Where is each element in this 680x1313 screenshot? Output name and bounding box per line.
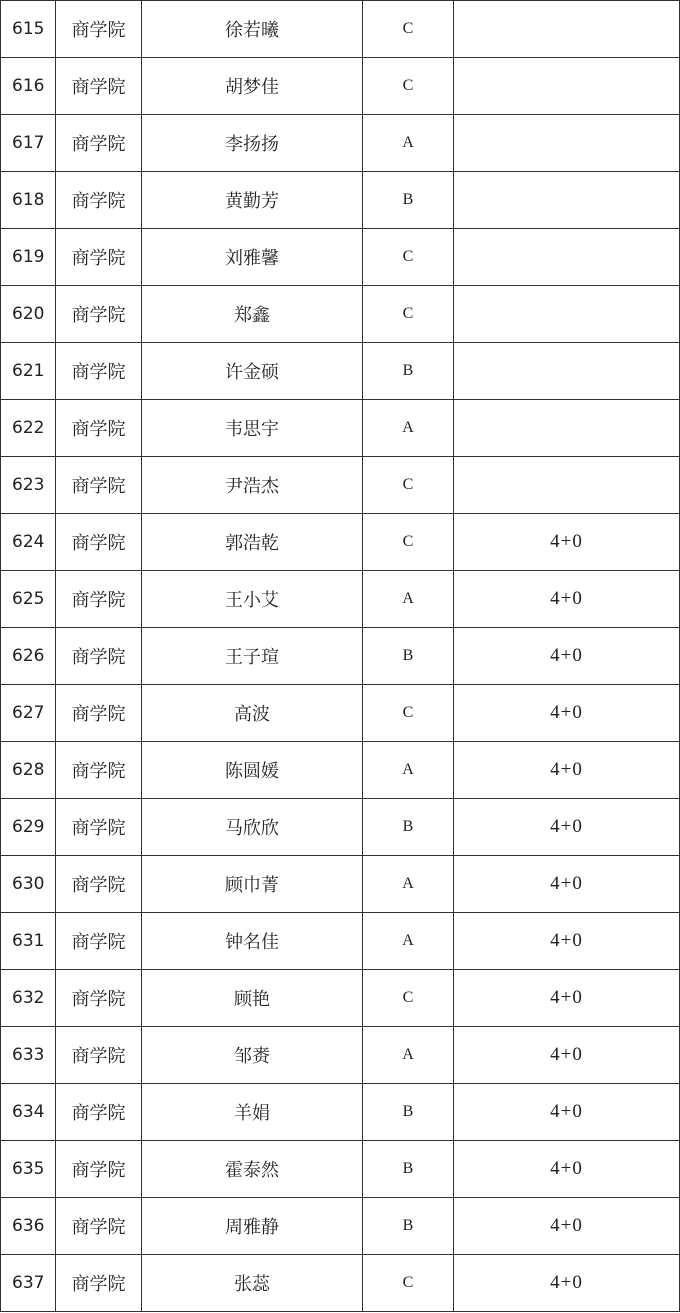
score-cell: 4+0	[454, 913, 680, 970]
score-cell	[454, 229, 680, 286]
table-row	[1, 58, 680, 115]
table-row	[1, 856, 680, 913]
table-row	[1, 514, 680, 571]
college-cell: 商学院	[56, 1198, 142, 1255]
score-cell	[454, 1, 680, 58]
score-cell: 4+0	[454, 970, 680, 1027]
table-row	[1, 457, 680, 514]
college-cell: 商学院	[56, 286, 142, 343]
score-cell: 4+0	[454, 1084, 680, 1141]
grade-cell: A	[363, 742, 454, 799]
table-body	[1, 1, 680, 1312]
row-number: 637	[1, 1255, 56, 1312]
row-number: 625	[1, 571, 56, 628]
table-row	[1, 1, 680, 58]
college-cell: 商学院	[56, 400, 142, 457]
grade-cell: C	[363, 58, 454, 115]
college-cell: 商学院	[56, 856, 142, 913]
grade-cell: A	[363, 856, 454, 913]
student-name-cell: 钟名佳	[142, 913, 363, 970]
college-cell: 商学院	[56, 742, 142, 799]
score-cell	[454, 400, 680, 457]
row-number: 615	[1, 1, 56, 58]
score-cell	[454, 115, 680, 172]
table-row	[1, 1027, 680, 1084]
grade-cell: C	[363, 286, 454, 343]
student-name-cell: 徐若曦	[142, 1, 363, 58]
table-row	[1, 799, 680, 856]
table-row	[1, 628, 680, 685]
college-cell: 商学院	[56, 343, 142, 400]
table-row	[1, 229, 680, 286]
grade-cell: B	[363, 1198, 454, 1255]
student-name-cell: 许金硕	[142, 343, 363, 400]
row-number: 621	[1, 343, 56, 400]
score-cell: 4+0	[454, 742, 680, 799]
row-number: 631	[1, 913, 56, 970]
college-cell: 商学院	[56, 970, 142, 1027]
table-row	[1, 685, 680, 742]
score-cell: 4+0	[454, 799, 680, 856]
score-cell: 4+0	[454, 1255, 680, 1312]
grade-cell: B	[363, 1141, 454, 1198]
student-name-cell: 邹赉	[142, 1027, 363, 1084]
score-cell	[454, 58, 680, 115]
grade-cell: A	[363, 913, 454, 970]
row-number: 632	[1, 970, 56, 1027]
college-cell: 商学院	[56, 628, 142, 685]
college-cell: 商学院	[56, 1, 142, 58]
score-cell	[454, 286, 680, 343]
grade-cell: B	[363, 172, 454, 229]
college-cell: 商学院	[56, 685, 142, 742]
score-cell: 4+0	[454, 628, 680, 685]
student-name-cell: 刘雅馨	[142, 229, 363, 286]
row-number: 634	[1, 1084, 56, 1141]
grade-cell: B	[363, 343, 454, 400]
grade-cell: A	[363, 400, 454, 457]
table-row	[1, 970, 680, 1027]
table-row	[1, 1198, 680, 1255]
college-cell: 商学院	[56, 1027, 142, 1084]
college-cell: 商学院	[56, 58, 142, 115]
table-row	[1, 1141, 680, 1198]
grade-cell: A	[363, 115, 454, 172]
score-cell	[454, 457, 680, 514]
row-number: 628	[1, 742, 56, 799]
grade-cell: C	[363, 229, 454, 286]
grade-cell: C	[363, 514, 454, 571]
college-cell: 商学院	[56, 1084, 142, 1141]
table-row	[1, 400, 680, 457]
student-name-cell: 尹浩杰	[142, 457, 363, 514]
student-name-cell: 黄勤芳	[142, 172, 363, 229]
student-name-cell: 张蕊	[142, 1255, 363, 1312]
table-row	[1, 1255, 680, 1312]
college-cell: 商学院	[56, 799, 142, 856]
row-number: 617	[1, 115, 56, 172]
table-row	[1, 172, 680, 229]
row-number: 626	[1, 628, 56, 685]
college-cell: 商学院	[56, 913, 142, 970]
college-cell: 商学院	[56, 571, 142, 628]
score-cell: 4+0	[454, 1198, 680, 1255]
grade-cell: C	[363, 1, 454, 58]
student-name-cell: 王小艾	[142, 571, 363, 628]
student-name-cell: 顾巾菁	[142, 856, 363, 913]
student-name-cell: 郑鑫	[142, 286, 363, 343]
student-name-cell: 周雅静	[142, 1198, 363, 1255]
score-cell: 4+0	[454, 1027, 680, 1084]
row-number: 619	[1, 229, 56, 286]
row-number: 623	[1, 457, 56, 514]
table-row	[1, 742, 680, 799]
grade-cell: B	[363, 799, 454, 856]
row-number: 620	[1, 286, 56, 343]
college-cell: 商学院	[56, 115, 142, 172]
score-cell: 4+0	[454, 1141, 680, 1198]
grade-cell: C	[363, 1255, 454, 1312]
college-cell: 商学院	[56, 229, 142, 286]
row-number: 629	[1, 799, 56, 856]
student-name-cell: 高波	[142, 685, 363, 742]
grade-cell: C	[363, 685, 454, 742]
student-name-cell: 顾艳	[142, 970, 363, 1027]
student-name-cell: 李扬扬	[142, 115, 363, 172]
grade-cell: B	[363, 628, 454, 685]
grade-cell: A	[363, 571, 454, 628]
college-cell: 商学院	[56, 172, 142, 229]
grade-cell: B	[363, 1084, 454, 1141]
score-cell: 4+0	[454, 856, 680, 913]
grade-cell: C	[363, 970, 454, 1027]
row-number: 633	[1, 1027, 56, 1084]
college-cell: 商学院	[56, 1255, 142, 1312]
score-cell: 4+0	[454, 685, 680, 742]
score-cell: 4+0	[454, 514, 680, 571]
row-number: 635	[1, 1141, 56, 1198]
row-number: 627	[1, 685, 56, 742]
student-name-cell: 霍泰然	[142, 1141, 363, 1198]
table-row	[1, 1084, 680, 1141]
row-number: 630	[1, 856, 56, 913]
grade-cell: A	[363, 1027, 454, 1084]
table-row	[1, 343, 680, 400]
student-name-cell: 马欣欣	[142, 799, 363, 856]
table-row	[1, 286, 680, 343]
student-name-cell: 韦思宇	[142, 400, 363, 457]
row-number: 624	[1, 514, 56, 571]
college-cell: 商学院	[56, 457, 142, 514]
score-cell	[454, 172, 680, 229]
row-number: 618	[1, 172, 56, 229]
student-name-cell: 陈圆媛	[142, 742, 363, 799]
row-number: 616	[1, 58, 56, 115]
college-cell: 商学院	[56, 1141, 142, 1198]
row-number: 636	[1, 1198, 56, 1255]
college-cell: 商学院	[56, 514, 142, 571]
student-name-cell: 羊娟	[142, 1084, 363, 1141]
row-number: 622	[1, 400, 56, 457]
grade-cell: C	[363, 457, 454, 514]
table-row	[1, 913, 680, 970]
student-name-cell: 郭浩乾	[142, 514, 363, 571]
student-name-cell: 胡梦佳	[142, 58, 363, 115]
score-cell	[454, 343, 680, 400]
score-cell: 4+0	[454, 571, 680, 628]
table-row	[1, 115, 680, 172]
table-row	[1, 571, 680, 628]
student-name-cell: 王子瑄	[142, 628, 363, 685]
